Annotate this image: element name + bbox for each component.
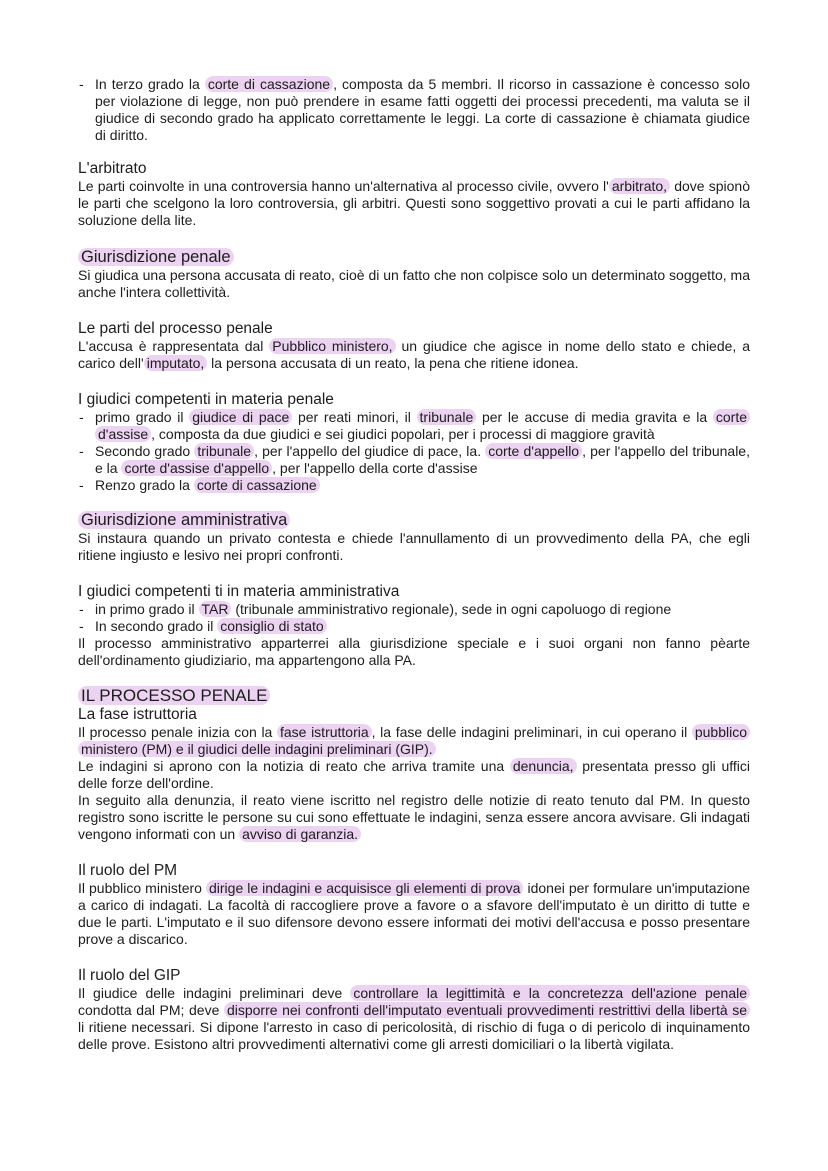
giudici-penale-section — [78, 391, 750, 494]
ruolo-pm-section — [78, 862, 750, 948]
highlight: controllare la legittimità e la concretezza dell'azione penale — [350, 985, 750, 1001]
section-heading: La fase istruttoria — [78, 706, 197, 723]
highlight: TAR — [199, 601, 232, 617]
paragraph: Il pubblico ministero dirige le indagini e acquisisce gli elementi di prova idonei per formulare un'imputazione a carico di indagati. La facoltà di raccogliere prove a favore o a sfavore dell'imputato è un diritto di tutte e due le parti. L'imputato e il suo difensore devono essere informati dei motivi dell'accusa e posso presentare prove a discarico. — [78, 880, 750, 947]
highlight: avviso di garanzia. — [239, 826, 361, 842]
highlight: corte di cassazione — [194, 477, 320, 493]
list-item: - In secondo grado il consiglio di stato — [78, 618, 750, 635]
highlight: disporre nei confronti dell'imputato eventuali provvedimenti restrittivi della libertà se — [224, 1002, 750, 1018]
highlight: arbitrato, — [609, 178, 670, 194]
bullet-dash: - — [79, 618, 84, 634]
list-item: - Secondo grado tribunale , per l'appello del giudice di pace, la. corte d'appello , per l'appello del tribunale, e la corte d'assise d'appello , per l'appello della corte d'assise — [79, 443, 750, 476]
giudici-amministrativa-section — [78, 583, 750, 669]
highlight: pubblico ministero (PM) e il giudici delle indagini preliminari (GIP). — [78, 724, 750, 757]
document-content — [78, 76, 750, 1053]
page-title — [78, 686, 750, 706]
highlight: tribunale — [417, 409, 477, 425]
paragraph: L'accusa è rappresentata dal Pubblico ministero, un giudice che agisce in nome dello stato e chiede, a carico dell' imputato, la persona accusata di un reato, la pena che ritiene idonea. — [78, 338, 750, 371]
highlight: denuncia, — [510, 758, 577, 774]
list-item: - Renzo grado la corte di cassazione — [78, 477, 750, 494]
highlight: Giurisdizione penale — [78, 248, 234, 266]
intro-list — [78, 76, 750, 144]
section-heading: I giudici competenti in materia penale — [78, 391, 334, 408]
bullet-dash: - — [79, 409, 84, 425]
highlight: tribunale — [194, 443, 254, 459]
highlight: corte d'appello — [485, 443, 582, 459]
paragraph: Il processo penale inizia con la fase istruttoria , la fase delle indagini preliminari, in cui operano il pubblico ministero (PM) e il giudici delle indagini preliminari (GIP). — [78, 724, 750, 758]
processo-penale-section — [78, 686, 750, 843]
list-item: - In terzo grado la corte di cassazione , composta da 5 membri. Il ricorso in cassazione è concesso solo per violazione di legge, non può prendere in esame fatti oggetti dei processi precedenti, ma valuta se il giudice di secondo grado ha applicato correttamente le leggi. La corte di cassazione è chiamata giudice di diritto. — [79, 76, 751, 143]
highlight: fase istruttoria — [277, 724, 372, 740]
highlight: giudice di pace — [189, 409, 292, 425]
paragraph: Le indagini si aprono con la notizia di reato che arriva tramite una denuncia, presentata presso gli uffici delle forze dell'ordine. — [78, 758, 750, 791]
section-heading: Il ruolo del GIP — [78, 967, 181, 984]
paragraph: Si giudica una persona accusata di reato, cioè di un fatto che non colpisce solo un determinato soggetto, ma anche l'intera collettività. — [78, 267, 750, 300]
highlight: corte di cassazione — [205, 76, 333, 92]
section-heading: Il ruolo del PM — [78, 862, 178, 879]
bullet-dash: - — [79, 76, 84, 92]
arbitrato-section — [78, 160, 750, 229]
giudici-amministrativa-list — [78, 601, 750, 635]
highlight: corte d'assise d'appello — [121, 460, 272, 476]
list-item: - in primo grado il TAR (tribunale amministrativo regionale), sede in ogni capoluogo di regione — [79, 601, 672, 617]
paragraph: Le parti coinvolte in una controversia hanno un'alternativa al processo civile, ovvero l' arbitrato, dove spionò le parti che scelgono la loro controversia, gli arbitri. Questi sono soggettivo provati a cui le parti affidano la soluzione della lite. — [78, 178, 750, 228]
highlight: corte d'assise — [95, 409, 750, 442]
giurisdizione-penale-section — [78, 248, 750, 301]
giudici-penale-list — [78, 409, 750, 494]
highlight: Giurisdizione amministrativa — [78, 511, 290, 529]
list-item: - primo grado il giudice di pace per reati minori, il tribunale per le accuse di media gravita e la corte d'assise , composta da due giudici e sei giudici popolari, per i processi di maggiore gravità — [78, 409, 750, 443]
paragraph: In seguito alla denunzia, il reato viene iscritto nel registro delle notizie di reato tenuto dal PM. In questo registro sono iscritte le persone su cui sono effettuate le indagini, senza essere ancora avvisare. Gli indagati vengono informati con un avviso di garanzia. — [78, 792, 750, 842]
highlight: Pubblico ministero, — [269, 338, 395, 354]
highlight: consiglio di stato — [217, 618, 327, 634]
bullet-dash: - — [79, 443, 84, 459]
section-heading: L'arbitrato — [78, 160, 147, 177]
paragraph: Il processo amministrativo apparterrei alla giurisdizione speciale e i suoi organi non fanno pèarte dell'ordinamento giudiziario, ma appartengono alla PA. — [78, 635, 750, 668]
bullet-dash: - — [79, 601, 84, 617]
giurisdizione-amministrativa-section — [78, 511, 750, 564]
intro-section — [78, 76, 750, 144]
highlight: imputato, — [144, 355, 208, 371]
bullet-dash: - — [79, 477, 84, 493]
section-heading — [78, 511, 750, 530]
paragraph: Si instaura quando un privato contesta e chiede l'annullamento di un provvedimento della PA, che egli ritiene ingiusto e lesivo nei propri confronti. — [78, 530, 750, 563]
section-heading — [78, 248, 750, 267]
highlight: IL PROCESSO PENALE — [78, 686, 270, 705]
ruolo-gip-section — [78, 967, 750, 1053]
paragraph: Il giudice delle indagini preliminari deve controllare la legittimità e la concretezza dell'azione penale condotta dal PM; deve disporre nei confronti dell'imputato eventuali provvedimenti restrittivi della libertà se li ritiene necessari. Si dipone l'arresto in caso di pericolosità, di rischio di fuga o di pericolo di inquinamento delle prove. Esistono altri provvedimenti alternativi come gli arresti domiciliari o la libertà vigilata. — [78, 985, 750, 1052]
highlight: dirige le indagini e acquisisce gli elementi di prova — [206, 880, 523, 896]
parti-section — [78, 320, 750, 372]
section-heading: I giudici competenti ti in materia amministrativa — [78, 583, 400, 600]
section-heading: Le parti del processo penale — [78, 320, 273, 337]
